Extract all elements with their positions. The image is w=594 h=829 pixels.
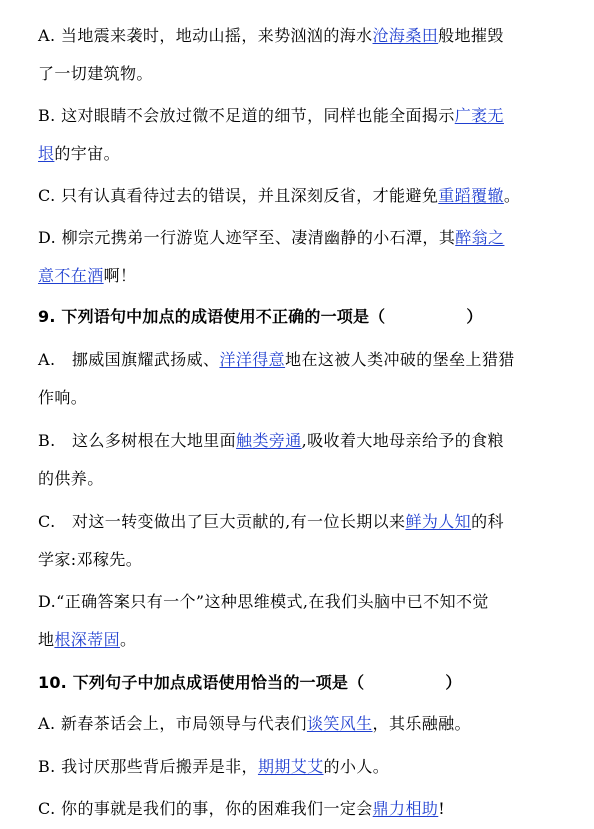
q10-option-b: [38, 757, 389, 777]
underlined-idiom: 垠: [38, 144, 55, 163]
option-text: 地: [38, 630, 55, 649]
option-text: ，其乐融融。: [372, 714, 471, 733]
underlined-idiom: 洋洋得意: [219, 350, 286, 369]
q9-option-b-line-1: [38, 431, 504, 451]
option-text: 。: [503, 186, 521, 205]
option-c-line-1: [38, 186, 520, 206]
option-text: 啊！: [103, 266, 137, 285]
q9-option-d-line-1: [38, 592, 489, 612]
option-text: A. 当地震来袭时，地动山摇，来势汹汹的海水: [38, 26, 373, 45]
q9-option-c-line-1: [38, 512, 504, 532]
option-text: 的供养。: [38, 469, 104, 488]
option-text: C. 你的事就是我们的事，你的困难我们一定会: [38, 799, 373, 818]
option-a-line-1: [38, 26, 504, 46]
option-b-line-2: [38, 144, 120, 164]
option-text: C. 只有认真看待过去的错误，并且深刻反省，才能避免: [38, 186, 439, 205]
option-text: C. 对这一转变做出了巨大贡献的,有一位长期以来: [38, 512, 406, 531]
q9-option-c-line-2: [38, 550, 142, 570]
option-text: 般地摧毁: [438, 26, 504, 45]
underlined-idiom: 意不在酒: [38, 266, 104, 285]
question-9-title: 9. 下列语句中加点的成语使用不正确的一项是（ ）: [38, 307, 483, 326]
option-text: B. 这么多树根在大地里面: [38, 431, 237, 450]
option-text: A. 挪威国旗耀武扬威、: [38, 350, 220, 369]
option-text: ,吸收着大地母亲给予的食粮: [301, 431, 504, 450]
option-d-line-2: [38, 266, 136, 286]
underlined-idiom: 沧海桑田: [372, 26, 439, 45]
option-text: 了一切建筑物。: [38, 64, 153, 83]
option-text: B. 我讨厌那些背后搬弄是非，: [38, 757, 258, 776]
q10-option-c: [38, 799, 445, 819]
option-text: 地在这被人类冲破的堡垒上猎猎: [285, 350, 515, 369]
option-text: !: [438, 799, 446, 818]
question-10-title: 10. 下列句子中加点成语使用恰当的一项是（ ）: [38, 673, 462, 692]
q9-option-a-line-1: [38, 350, 515, 370]
underlined-idiom: 重蹈覆辙: [438, 186, 504, 205]
option-a-line-2: [38, 64, 153, 84]
option-text: D. 柳宗元携弟一行游览人迹罕至、凄清幽静的小石潭，其: [38, 228, 456, 247]
underlined-idiom: 触类旁通: [236, 431, 302, 450]
underlined-idiom: 醉翁之: [455, 228, 505, 247]
q10-option-a: [38, 714, 471, 734]
underlined-idiom: 期期艾艾: [257, 757, 324, 776]
option-text: 。: [120, 630, 137, 649]
option-text: 作响。: [38, 388, 88, 407]
q9-option-b-line-2: [38, 469, 104, 489]
underlined-idiom: 广袤无: [454, 106, 504, 125]
option-b-line-1: [38, 106, 504, 126]
option-text: 的科: [471, 512, 504, 531]
option-text: D.“正确答案只有一个”这种思维模式,在我们头脑中已不知不觉: [38, 592, 489, 611]
option-text: B. 这对眼睛不会放过微不足道的细节，同样也能全面揭示: [38, 106, 455, 125]
underlined-idiom: 谈笑风生: [306, 714, 373, 733]
q9-option-d-line-2: [38, 630, 136, 650]
option-text: 的小人。: [323, 757, 390, 776]
option-d-line-1: [38, 228, 504, 248]
underlined-idiom: 根深蒂固: [54, 630, 121, 649]
option-text: 学家:邓稼先。: [38, 550, 143, 569]
underlined-idiom: 鼎力相助: [372, 799, 439, 818]
q9-option-a-line-2: [38, 388, 87, 408]
option-text: A. 新春茶话会上，市局领导与代表们: [38, 714, 307, 733]
option-text: 的宇宙。: [54, 144, 121, 163]
underlined-idiom: 鲜为人知: [405, 512, 472, 531]
